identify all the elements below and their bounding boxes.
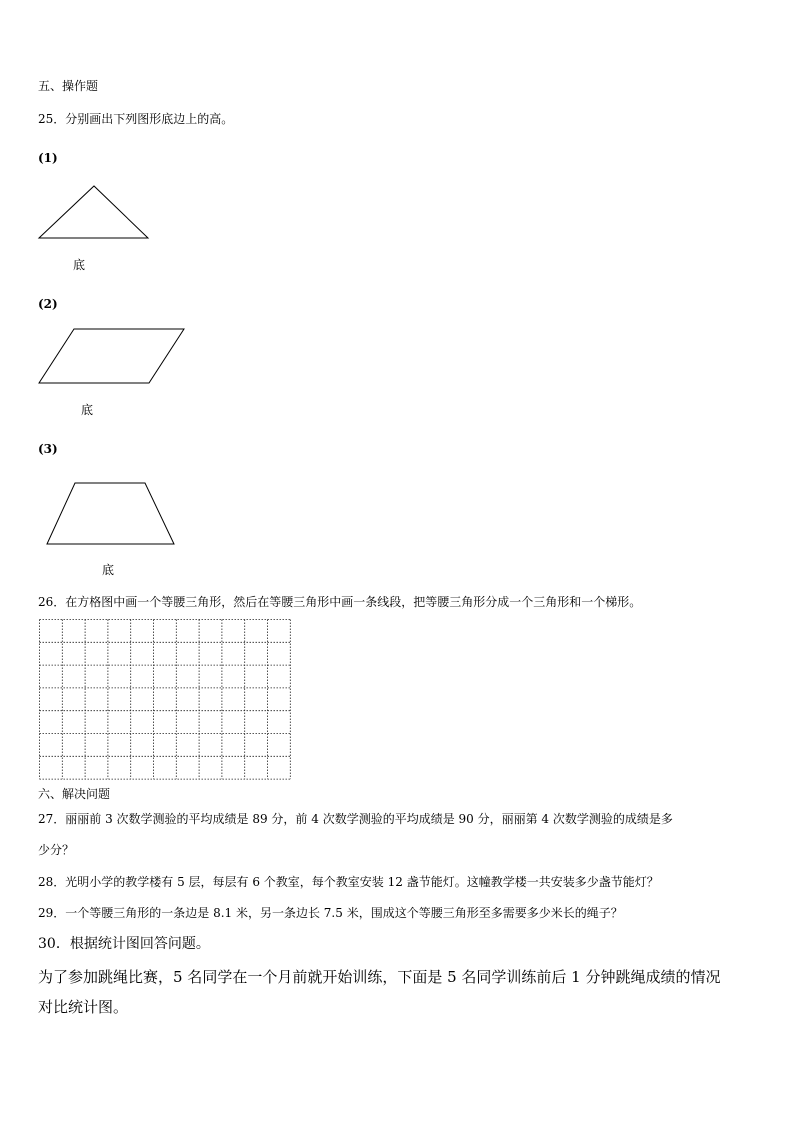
q25-part-1-base-label: 底	[73, 258, 86, 272]
section-heading-5: 五、操作题	[38, 79, 99, 93]
square-grid	[38, 618, 294, 784]
question-30-title: 30．根据统计图回答问题。	[38, 936, 210, 952]
q25-part-2-label: (2)	[38, 297, 58, 311]
trapezoid-figure	[44, 480, 178, 548]
question-29-text: 29．一个等腰三角形的一条边是 8.1 米，另一条边长 7.5 米，围成这个等腰三角形至多需要多少米长的绳子？	[38, 906, 623, 920]
q25-part-1-label: (1)	[38, 151, 58, 165]
section-heading-6: 六、解决问题	[38, 787, 111, 801]
question-27-text-line-1: 27．丽丽前 3 次数学测验的平均成绩是 89 分，前 4 次数学测验的平均成绩是 90 分，丽丽第 4 次数学测验的成绩是多	[38, 812, 673, 826]
q25-part-3-base-label: 底	[102, 563, 115, 577]
question-27-text-line-2: 少分？	[38, 843, 75, 857]
parallelogram-figure	[36, 326, 188, 386]
question-30-text-line-1: 为了参加跳绳比赛，5 名同学在一个月前就开始训练，下面是 5 名同学训练前后 1 分钟跳绳成绩的情况	[38, 968, 721, 986]
q25-part-3-label: (3)	[38, 442, 58, 456]
triangle-figure	[36, 182, 152, 242]
question-26-text: 26．在方格图中画一个等腰三角形，然后在等腰三角形中画一条线段，把等腰三角形分成一个三角形和一个梯形。	[38, 595, 642, 609]
question-30-text-line-2: 对比统计图。	[38, 998, 129, 1016]
question-28-text: 28．光明小学的教学楼有 5 层，每层有 6 个教室，每个教室安装 12 盏节能灯。这幢教学楼一共安装多少盏节能灯？	[38, 875, 659, 889]
question-25-text: 25．分别画出下列图形底边上的高。	[38, 112, 234, 126]
q25-part-2-base-label: 底	[81, 403, 94, 417]
